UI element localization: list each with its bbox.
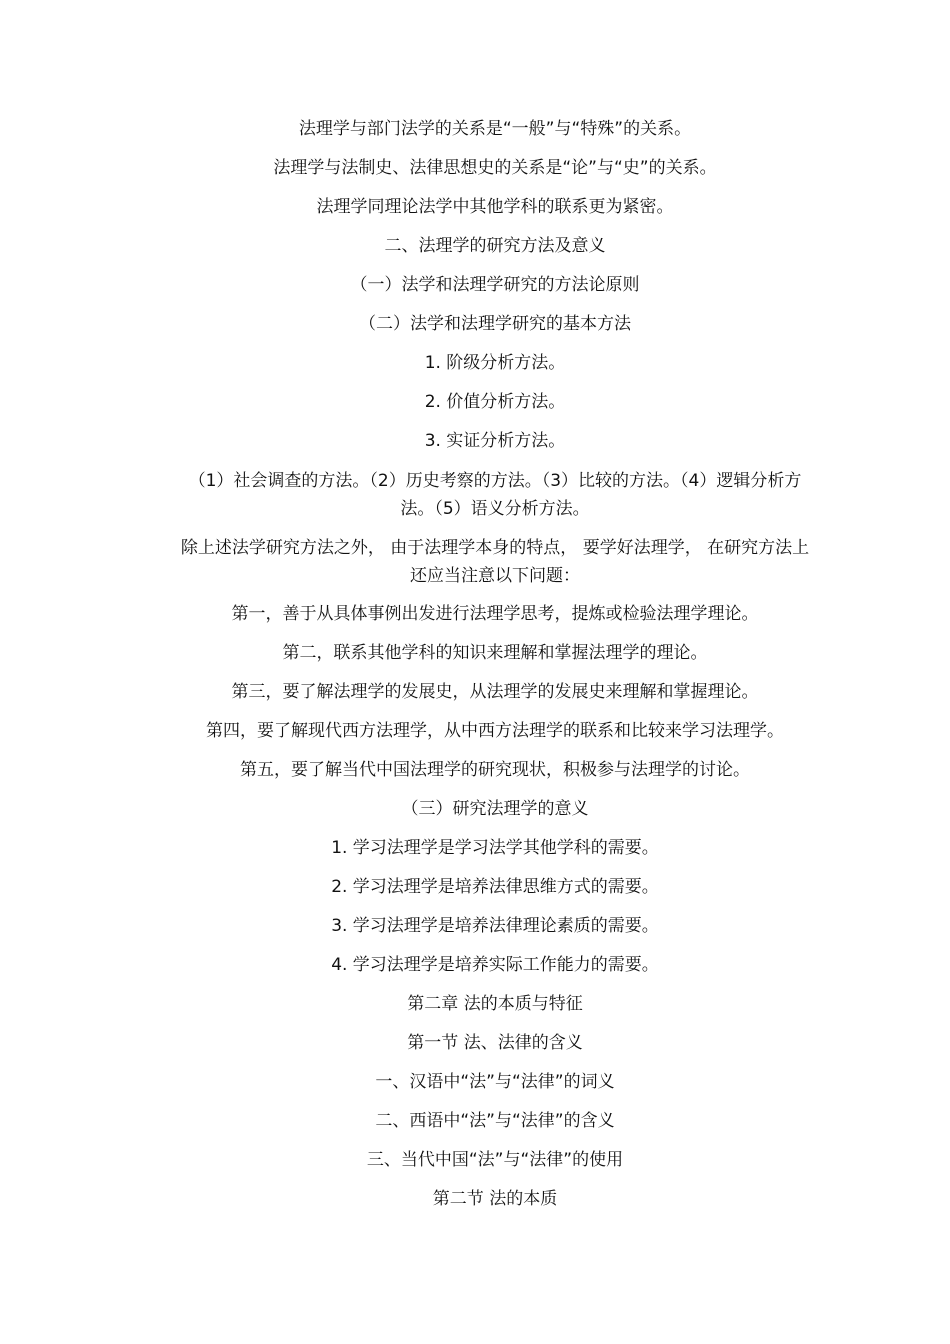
list-item: 1. 学习法理学是学习法学其他学科的需要。 — [331, 838, 659, 858]
section-heading: 第一节 法、法律的含义 — [407, 1033, 583, 1053]
section-heading: 二、法理学的研究方法及意义 — [384, 236, 606, 256]
chapter-heading: 第二章 法的本质与特征 — [407, 994, 583, 1014]
list-item: 2. 价值分析方法。 — [424, 392, 566, 412]
section-heading: 第二节 法的本质 — [432, 1189, 558, 1209]
subsection-heading: （一）法学和法理学研究的方法论原则 — [350, 275, 640, 295]
subsection-heading: （二）法学和法理学研究的基本方法 — [359, 314, 631, 334]
subsection-heading: 三、当代中国“法”与“法律”的使用 — [366, 1150, 624, 1170]
paragraph: （1）社会调查的方法。（2）历史考察的方法。（3）比较的方法。（4）逻辑分析方法。（5）语义分析方法。 — [188, 471, 802, 519]
paragraph: 除上述法学研究方法之外， 由于法理学本身的特点， 要学好法理学， 在研究方法上还应当注意以下问题： — [180, 538, 810, 586]
text-line: 法理学同理论法学中其他学科的联系更为紧密。 — [316, 197, 674, 217]
text-line: 第五，要了解当代中国法理学的研究现状，积极参与法理学的讨论。 — [240, 760, 750, 780]
list-item: 3. 实证分析方法。 — [424, 431, 566, 451]
text-line: 第二，联系其他学科的知识来理解和掌握法理学的理论。 — [282, 643, 708, 663]
document-body — [180, 116, 810, 1225]
list-item: 2. 学习法理学是培养法律思维方式的需要。 — [331, 877, 659, 897]
list-item: 4. 学习法理学是培养实际工作能力的需要。 — [331, 955, 659, 975]
text-line: 第四，要了解现代西方法理学，从中西方法理学的联系和比较来学习法理学。 — [206, 721, 784, 741]
text-line: 法理学与法制史、法律思想史的关系是“论”与“史”的关系。 — [273, 158, 717, 178]
text-line: 第一，善于从具体事例出发进行法理学思考，提炼或检验法理学理论。 — [231, 604, 759, 624]
list-item: 1. 阶级分析方法。 — [424, 353, 566, 373]
list-item: 3. 学习法理学是培养法律理论素质的需要。 — [331, 916, 659, 936]
text-line: 第三，要了解法理学的发展史，从法理学的发展史来理解和掌握理论。 — [231, 682, 759, 702]
subsection-heading: 二、西语中“法”与“法律”的含义 — [375, 1111, 615, 1131]
text-line: 法理学与部门法学的关系是“一般”与“特殊”的关系。 — [298, 119, 692, 139]
subsection-heading: 一、汉语中“法”与“法律”的词义 — [375, 1072, 615, 1092]
subsection-heading: （三）研究法理学的意义 — [401, 799, 589, 819]
